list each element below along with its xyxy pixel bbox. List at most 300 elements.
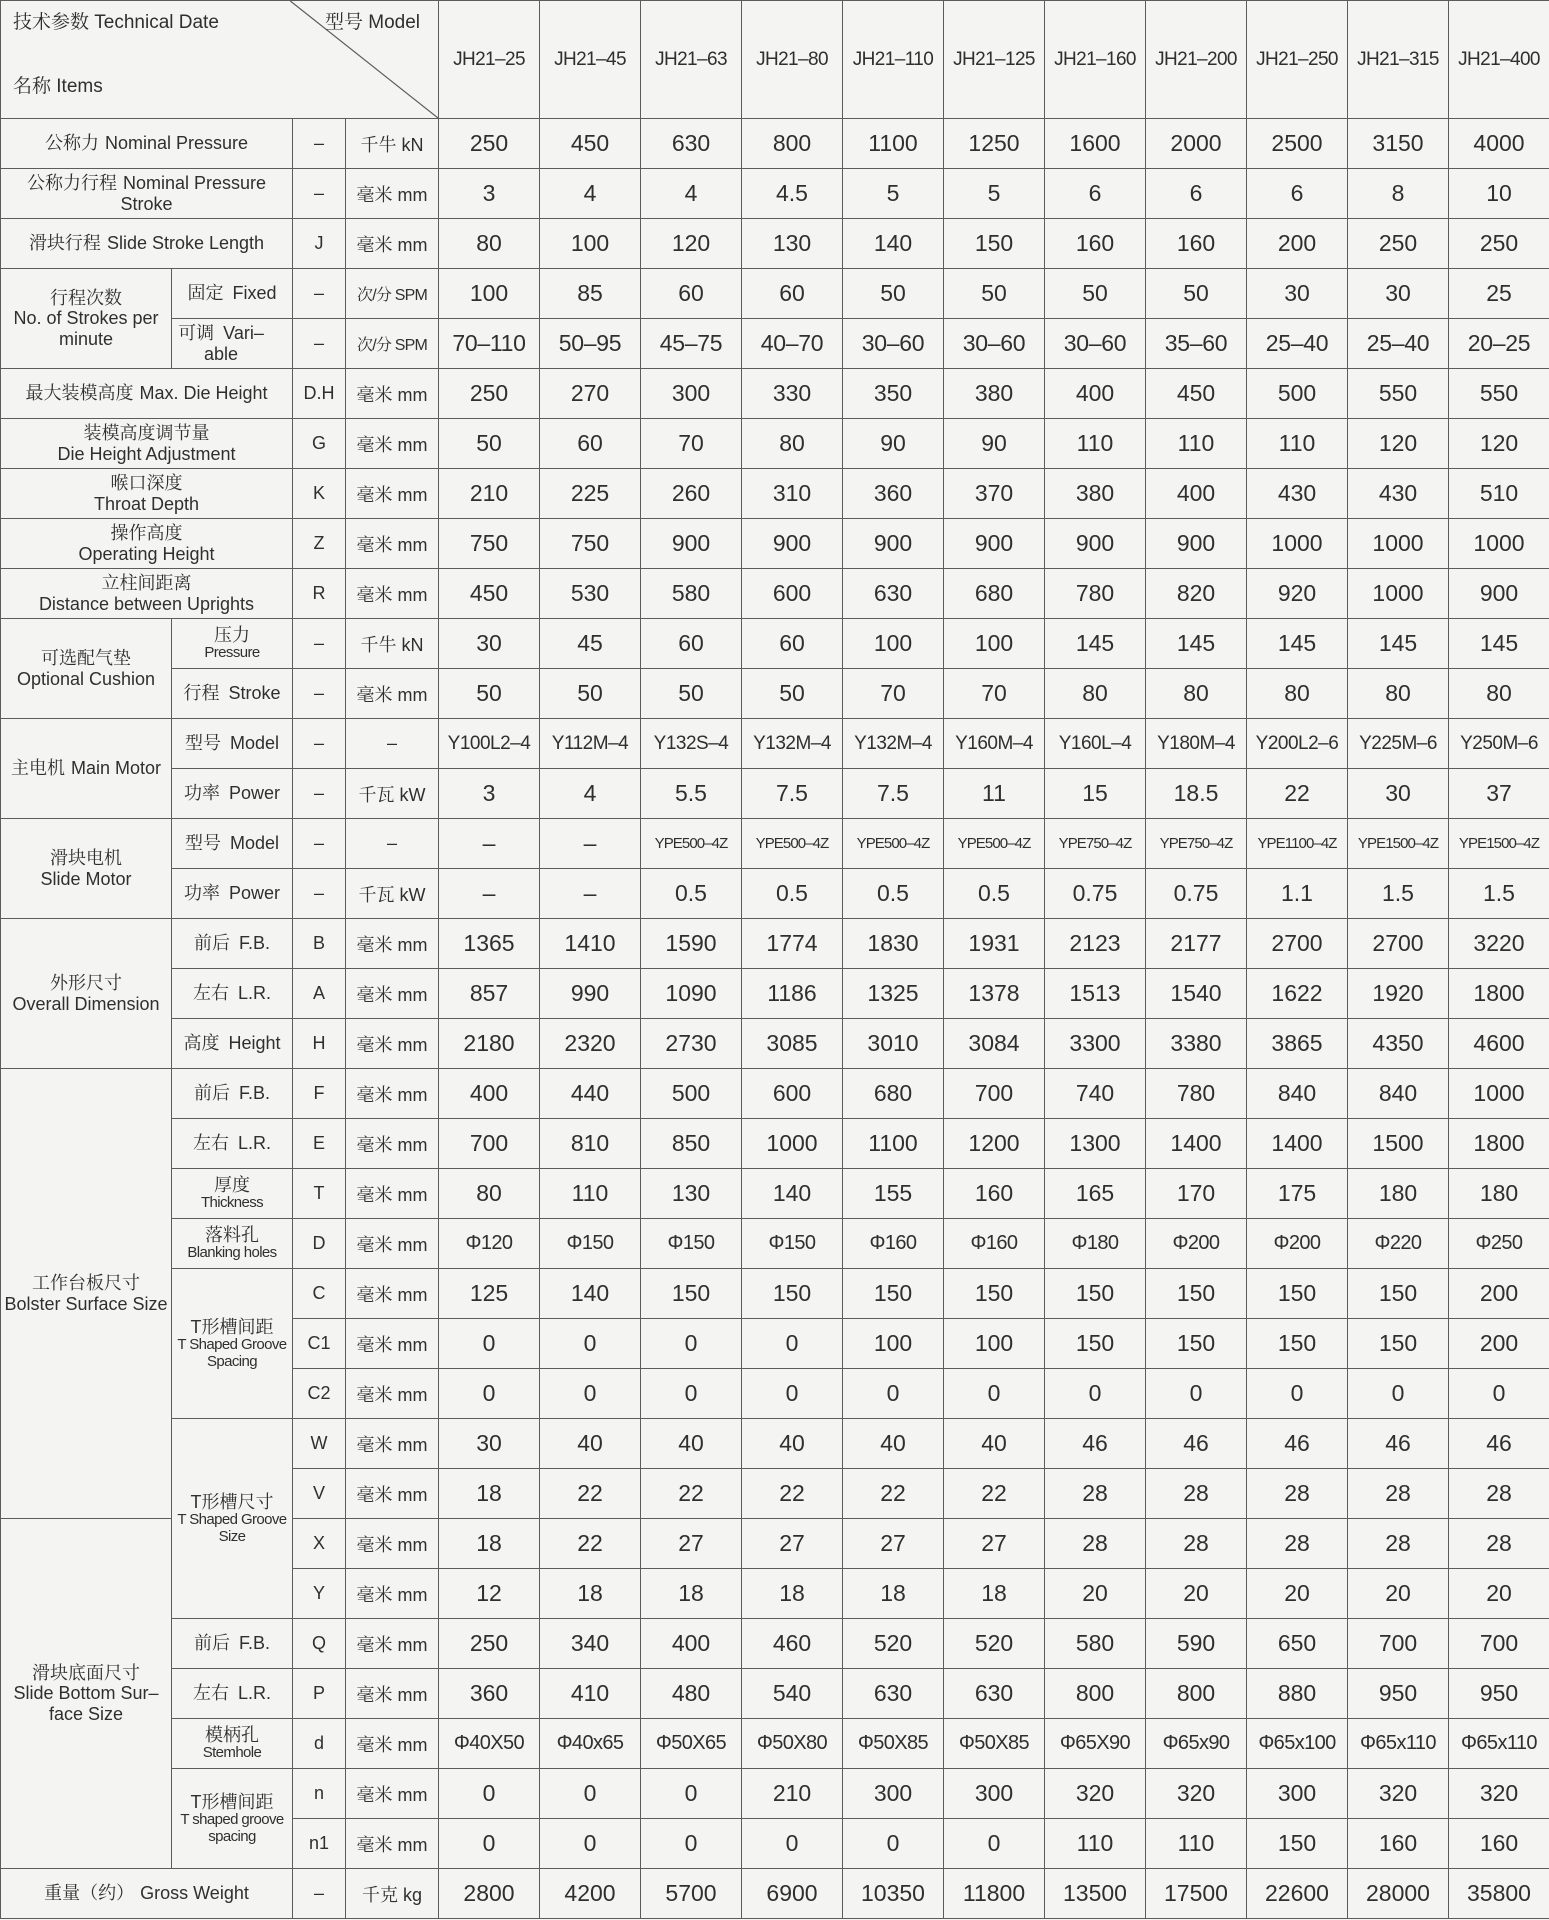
value-cell: 25–40 [1247, 319, 1348, 369]
unit-cell: 毫米 mm [346, 219, 439, 269]
value-cell: 800 [1146, 1669, 1247, 1719]
unit-cell: 毫米 mm [346, 669, 439, 719]
unit-cell: 毫米 mm [346, 1069, 439, 1119]
label-zh: 型号 [184, 733, 221, 754]
symbol-cell: – [293, 119, 346, 169]
value-cell: Φ200 [1247, 1219, 1348, 1269]
value-cell: 900 [1449, 569, 1549, 619]
label-zh: 主电机 [10, 758, 65, 779]
value-cell: 10 [1449, 169, 1549, 219]
value-cell: 0 [1045, 1369, 1146, 1419]
value-cell: 90 [843, 419, 944, 469]
value-cell: 50 [1045, 269, 1146, 319]
label-en: Height [228, 1033, 281, 1054]
value-cell: 0 [1449, 1369, 1549, 1419]
value-cell: 1000 [1348, 569, 1449, 619]
value-cell: 1830 [843, 919, 944, 969]
label-en: Thickness [200, 1194, 264, 1212]
model-header-cell: JH21–125 [944, 1, 1045, 119]
value-cell: 20–25 [1449, 319, 1549, 369]
value-cell: 740 [1045, 1069, 1146, 1119]
value-cell: 1365 [439, 919, 540, 969]
unit-cell: 千克 kg [346, 1869, 439, 1919]
label-en: Blanking holes [187, 1244, 277, 1262]
label-zh: 前后 [193, 1083, 230, 1104]
label-zh: 最大装模高度 [25, 383, 134, 404]
sub-item-label [172, 669, 293, 719]
value-cell: Y160M–4 [944, 719, 1045, 769]
symbol-cell: V [293, 1469, 346, 1519]
spec-row [1, 1419, 1549, 1469]
value-cell: 1600 [1045, 119, 1146, 169]
label-en: Nominal Pressure [104, 133, 249, 154]
items-label: 名称 Items [13, 76, 103, 97]
value-cell: 900 [1045, 519, 1146, 569]
sub-item-label [172, 869, 293, 919]
value-cell: 30 [1247, 269, 1348, 319]
value-cell: 46 [1348, 1419, 1449, 1469]
value-cell: 80 [742, 419, 843, 469]
value-cell: Φ220 [1348, 1219, 1449, 1269]
value-cell: 100 [843, 1319, 944, 1369]
value-cell: 18 [641, 1569, 742, 1619]
value-cell: 250 [439, 119, 540, 169]
value-cell: 80 [439, 1169, 540, 1219]
sub-item-label [172, 1419, 293, 1619]
label-en: Stroke [228, 683, 281, 704]
value-cell: Φ40x65 [540, 1719, 641, 1769]
label-en: Stemhole [202, 1744, 262, 1762]
value-cell: 85 [540, 269, 641, 319]
value-cell: 6 [1146, 169, 1247, 219]
label-en: Model [229, 833, 280, 854]
value-cell: 200 [1449, 1269, 1549, 1319]
symbol-cell: C2 [293, 1369, 346, 1419]
header-row [1, 1, 1549, 119]
label-zh: 滑块电机 [50, 848, 122, 869]
value-cell: 30–60 [843, 319, 944, 369]
value-cell: Y200L2–6 [1247, 719, 1348, 769]
value-cell: 18 [540, 1569, 641, 1619]
value-cell: 1.5 [1348, 869, 1449, 919]
value-cell: 1.1 [1247, 869, 1348, 919]
label-zh: 滑块行程 [28, 233, 101, 254]
value-cell: Φ65x90 [1146, 1719, 1247, 1769]
symbol-cell: n1 [293, 1819, 346, 1869]
value-cell: 900 [843, 519, 944, 569]
value-cell: 20 [1348, 1569, 1449, 1619]
value-cell: 820 [1146, 569, 1247, 619]
value-cell: – [540, 819, 641, 869]
value-cell: 28 [1449, 1519, 1549, 1569]
value-cell: 2000 [1146, 119, 1247, 169]
spec-row [1, 119, 1549, 169]
value-cell: 0 [641, 1769, 742, 1819]
value-cell: 1800 [1449, 969, 1549, 1019]
group-label [1, 1519, 172, 1869]
value-cell: 40 [540, 1419, 641, 1469]
symbol-cell: Q [293, 1619, 346, 1669]
value-cell: 50 [439, 419, 540, 469]
value-cell: 22 [540, 1519, 641, 1569]
label-en: Max. Die Height [139, 383, 268, 404]
label-zh: T形槽间距 [190, 1316, 274, 1337]
value-cell: 20 [1045, 1569, 1146, 1619]
symbol-cell: D.H [293, 369, 346, 419]
value-cell: 28 [1247, 1519, 1348, 1569]
value-cell: 200 [1449, 1319, 1549, 1369]
value-cell: 410 [540, 1669, 641, 1719]
value-cell: 430 [1348, 469, 1449, 519]
value-cell: 80 [439, 219, 540, 269]
spec-row [1, 919, 1549, 969]
value-cell: 950 [1449, 1669, 1549, 1719]
value-cell: 400 [641, 1619, 742, 1669]
spec-row [1, 169, 1549, 219]
unit-cell: 毫米 mm [346, 1819, 439, 1869]
value-cell: 5 [843, 169, 944, 219]
unit-cell: 千瓦 kW [346, 769, 439, 819]
value-cell: YPE500–4Z [742, 819, 843, 869]
value-cell: 145 [1247, 619, 1348, 669]
symbol-cell: D [293, 1219, 346, 1269]
item-label [1, 419, 293, 469]
value-cell: 70 [641, 419, 742, 469]
label-zh: 型号 [184, 833, 221, 854]
value-cell: 600 [742, 1069, 843, 1119]
spec-row [1, 269, 1549, 319]
value-cell: Φ50X65 [641, 1719, 742, 1769]
value-cell: 400 [439, 1069, 540, 1119]
value-cell: Y250M–6 [1449, 719, 1549, 769]
value-cell: Φ150 [641, 1219, 742, 1269]
value-cell: 1100 [843, 119, 944, 169]
spec-row [1, 1769, 1549, 1819]
spec-row [1, 819, 1549, 869]
value-cell: Y132M–4 [742, 719, 843, 769]
value-cell: 46 [1449, 1419, 1549, 1469]
value-cell: 40 [843, 1419, 944, 1469]
value-cell: 550 [1348, 369, 1449, 419]
value-cell: 0 [641, 1319, 742, 1369]
sub-item-label [172, 619, 293, 669]
value-cell: YPE500–4Z [944, 819, 1045, 869]
value-cell: 800 [1045, 1669, 1146, 1719]
value-cell: 50 [540, 669, 641, 719]
value-cell: 250 [1449, 219, 1549, 269]
spec-row [1, 219, 1549, 269]
value-cell: 3300 [1045, 1019, 1146, 1069]
value-cell: 170 [1146, 1169, 1247, 1219]
symbol-cell: B [293, 919, 346, 969]
value-cell: 1500 [1348, 1119, 1449, 1169]
symbol-cell: – [293, 319, 346, 369]
unit-cell: 毫米 mm [346, 1669, 439, 1719]
value-cell: 3380 [1146, 1019, 1247, 1069]
value-cell: 130 [641, 1169, 742, 1219]
group-label [1, 1069, 172, 1519]
value-cell: 500 [641, 1069, 742, 1119]
value-cell: 22 [944, 1469, 1045, 1519]
value-cell: 380 [1045, 469, 1146, 519]
value-cell: 320 [1348, 1769, 1449, 1819]
value-cell: 165 [1045, 1169, 1146, 1219]
spec-row [1, 969, 1549, 1019]
value-cell: Φ65x110 [1348, 1719, 1449, 1769]
value-cell: 1186 [742, 969, 843, 1019]
label-zh: T形槽尺寸 [190, 1491, 274, 1512]
value-cell: 840 [1348, 1069, 1449, 1119]
value-cell: 225 [540, 469, 641, 519]
value-cell: 5.5 [641, 769, 742, 819]
item-label [1, 369, 293, 419]
value-cell: 3 [439, 169, 540, 219]
value-cell: 0 [742, 1369, 843, 1419]
value-cell: Φ65X90 [1045, 1719, 1146, 1769]
unit-cell: 毫米 mm [346, 1369, 439, 1419]
value-cell: 1410 [540, 919, 641, 969]
unit-cell: 毫米 mm [346, 969, 439, 1019]
label-en: No. of Strokes per minute [13, 308, 159, 349]
label-en: F.B. [238, 1633, 270, 1654]
value-cell: 450 [540, 119, 641, 169]
value-cell: 50 [439, 669, 540, 719]
model-label: 型号 Model [325, 12, 421, 33]
symbol-cell: E [293, 1119, 346, 1169]
value-cell: 0 [641, 1369, 742, 1419]
value-cell: 150 [1348, 1269, 1449, 1319]
value-cell: 680 [944, 569, 1045, 619]
value-cell: Φ160 [843, 1219, 944, 1269]
label-en: Vari–able [203, 323, 264, 364]
value-cell: 160 [1449, 1819, 1549, 1869]
value-cell: 4 [540, 769, 641, 819]
label-en: Power [228, 883, 281, 904]
value-cell: 1590 [641, 919, 742, 969]
value-cell: 30 [1348, 269, 1449, 319]
value-cell: 3 [439, 769, 540, 819]
value-cell: 140 [742, 1169, 843, 1219]
value-cell: 2177 [1146, 919, 1247, 969]
item-label [1, 219, 293, 269]
value-cell: 50 [1146, 269, 1247, 319]
unit-cell: 毫米 mm [346, 919, 439, 969]
value-cell: 1300 [1045, 1119, 1146, 1169]
label-en: Main Motor [70, 758, 162, 779]
value-cell: 900 [742, 519, 843, 569]
value-cell: 46 [1146, 1419, 1247, 1469]
value-cell: 300 [843, 1769, 944, 1819]
value-cell: 4600 [1449, 1019, 1549, 1069]
item-label [1, 519, 293, 569]
label-zh: 装模高度调节量 [83, 423, 210, 444]
label-zh: 操作高度 [110, 523, 183, 544]
symbol-cell: – [293, 169, 346, 219]
spec-row [1, 469, 1549, 519]
value-cell: 300 [641, 369, 742, 419]
value-cell: 50 [944, 269, 1045, 319]
unit-cell: 次/分 SPM [346, 269, 439, 319]
value-cell: Φ150 [540, 1219, 641, 1269]
value-cell: 50 [641, 669, 742, 719]
value-cell: 650 [1247, 1619, 1348, 1669]
symbol-cell: H [293, 1019, 346, 1069]
value-cell: 0.5 [843, 869, 944, 919]
model-header-cell: JH21–200 [1146, 1, 1247, 119]
label-zh: 前后 [193, 1633, 230, 1654]
value-cell: 4200 [540, 1869, 641, 1919]
value-cell: Φ65x110 [1449, 1719, 1549, 1769]
value-cell: 6 [1045, 169, 1146, 219]
sub-item-label [172, 319, 293, 369]
label-zh: 前后 [193, 933, 230, 954]
symbol-cell: G [293, 419, 346, 469]
value-cell: 800 [742, 119, 843, 169]
label-en: Die Height Adjustment [57, 443, 236, 464]
value-cell: 1000 [1449, 519, 1549, 569]
symbol-cell: A [293, 969, 346, 1019]
value-cell: 28 [1146, 1519, 1247, 1569]
value-cell: 28000 [1348, 1869, 1449, 1919]
value-cell: 125 [439, 1269, 540, 1319]
unit-cell: 毫米 mm [346, 169, 439, 219]
value-cell: 4 [641, 169, 742, 219]
value-cell: 4 [540, 169, 641, 219]
label-en: Distance between Uprights [38, 593, 255, 614]
value-cell: 400 [1146, 469, 1247, 519]
value-cell: Y180M–4 [1146, 719, 1247, 769]
value-cell: 150 [1045, 1319, 1146, 1369]
symbol-cell: W [293, 1419, 346, 1469]
sub-item-label [172, 969, 293, 1019]
unit-cell: – [346, 719, 439, 769]
model-header-cell: JH21–250 [1247, 1, 1348, 119]
value-cell: 5 [944, 169, 1045, 219]
spec-row [1, 519, 1549, 569]
value-cell: 1000 [1449, 1069, 1549, 1119]
value-cell: 600 [742, 569, 843, 619]
unit-cell: 千牛 kN [346, 619, 439, 669]
value-cell: 45–75 [641, 319, 742, 369]
value-cell: 40 [641, 1419, 742, 1469]
value-cell: 100 [944, 1319, 1045, 1369]
value-cell: 6 [1247, 169, 1348, 219]
value-cell: 150 [1146, 1269, 1247, 1319]
label-zh: 工作台板尺寸 [32, 1273, 140, 1294]
value-cell: 3085 [742, 1019, 843, 1069]
value-cell: Φ50X85 [843, 1719, 944, 1769]
label-en: Bolster Surface Size [4, 1293, 168, 1314]
value-cell: 510 [1449, 469, 1549, 519]
value-cell: 450 [1146, 369, 1247, 419]
value-cell: 3010 [843, 1019, 944, 1069]
model-header-cell: JH21–400 [1449, 1, 1549, 119]
label-en: Fixed [232, 283, 277, 304]
value-cell: 0 [540, 1319, 641, 1369]
spec-row [1, 419, 1549, 469]
value-cell: 150 [1146, 1319, 1247, 1369]
value-cell: 900 [641, 519, 742, 569]
value-cell: 1774 [742, 919, 843, 969]
label-en: Slide Motor [40, 868, 132, 889]
value-cell: 2320 [540, 1019, 641, 1069]
value-cell: 80 [1348, 669, 1449, 719]
sub-item-label [172, 269, 293, 319]
value-cell: 150 [944, 1269, 1045, 1319]
value-cell: 250 [439, 369, 540, 419]
symbol-cell: X [293, 1519, 346, 1569]
value-cell: 140 [843, 219, 944, 269]
value-cell: Φ200 [1146, 1219, 1247, 1269]
symbol-cell: Y [293, 1569, 346, 1619]
spec-row [1, 369, 1549, 419]
value-cell: 160 [1146, 219, 1247, 269]
label-zh: T形槽间距 [190, 1791, 274, 1812]
value-cell: 27 [742, 1519, 843, 1569]
value-cell: 6900 [742, 1869, 843, 1919]
value-cell: 520 [944, 1619, 1045, 1669]
label-zh: 滑块底面尺寸 [32, 1663, 140, 1684]
value-cell: 145 [1449, 619, 1549, 669]
value-cell: 155 [843, 1169, 944, 1219]
value-cell: 5700 [641, 1869, 742, 1919]
value-cell: 22 [540, 1469, 641, 1519]
value-cell: 480 [641, 1669, 742, 1719]
label-zh: 高度 [183, 1033, 220, 1054]
symbol-cell: R [293, 569, 346, 619]
value-cell: 1378 [944, 969, 1045, 1019]
unit-cell: 毫米 mm [346, 1769, 439, 1819]
item-label [1, 169, 293, 219]
value-cell: 2700 [1348, 919, 1449, 969]
sub-item-label [172, 1169, 293, 1219]
label-zh: 功率 [183, 883, 220, 904]
value-cell: Φ50X85 [944, 1719, 1045, 1769]
value-cell: 22 [1247, 769, 1348, 819]
value-cell: 1090 [641, 969, 742, 1019]
value-cell: 175 [1247, 1169, 1348, 1219]
label-en: F.B. [238, 933, 270, 954]
value-cell: 0 [1247, 1369, 1348, 1419]
value-cell: 950 [1348, 1669, 1449, 1719]
value-cell: 20 [1247, 1569, 1348, 1619]
value-cell: 100 [439, 269, 540, 319]
value-cell: 450 [439, 569, 540, 619]
spec-row [1, 1869, 1549, 1919]
group-label [1, 919, 172, 1069]
value-cell: 45 [540, 619, 641, 669]
label-en: Operating Height [78, 543, 215, 564]
value-cell: 110 [1146, 419, 1247, 469]
value-cell: 145 [1045, 619, 1146, 669]
value-cell: 12 [439, 1569, 540, 1619]
symbol-cell: – [293, 769, 346, 819]
symbol-cell: K [293, 469, 346, 519]
item-label [1, 569, 293, 619]
value-cell: 22 [742, 1469, 843, 1519]
value-cell: 130 [742, 219, 843, 269]
value-cell: 1400 [1247, 1119, 1348, 1169]
label-en: L.R. [237, 983, 271, 1004]
value-cell: 60 [641, 619, 742, 669]
value-cell: 50 [843, 269, 944, 319]
value-cell: 22 [641, 1469, 742, 1519]
label-zh: 厚度 [214, 1175, 250, 1196]
value-cell: 750 [439, 519, 540, 569]
symbol-cell: F [293, 1069, 346, 1119]
value-cell: 1200 [944, 1119, 1045, 1169]
spec-row [1, 769, 1549, 819]
